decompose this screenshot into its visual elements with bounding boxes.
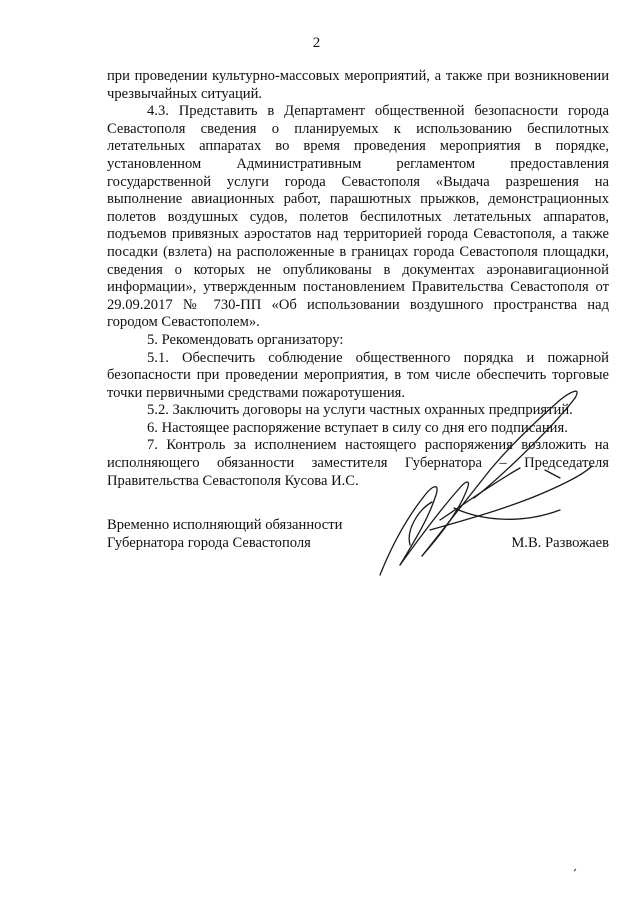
ink-dot bbox=[573, 868, 577, 872]
paragraph-6: 6. Настоящее распоряжение вступает в силу со дня его подписания. bbox=[147, 419, 568, 436]
paragraph-5-2: 5.2. Заключить договоры на услуги частных охранных предприятий. bbox=[147, 402, 573, 419]
paragraph-5-1: 5.1. Обеспечить соблюдение общественного порядка и пожарной безопасности при проведении мероприятия, в том числе обеспечить торговые точки первичными средствами пожаротушения. bbox=[107, 349, 609, 401]
paragraph-5: 5. Рекомендовать организатору: bbox=[147, 331, 344, 348]
paragraph-7: 7. Контроль за исполнением настоящего распоряжения возложить на исполняющего обязанности заместителя Губернатора – Председателя Правительства Севастополя Кусова И.С. bbox=[107, 437, 609, 489]
signatory-title-line1: Временно исполняющий обязанности bbox=[107, 517, 343, 533]
handwritten-signature bbox=[370, 370, 600, 600]
paragraph-4-3: 4.3. Представить в Департамент общественной безопасности города Севастополя сведения о планируемых к использованию беспилотных летательных аппаратах во время проведения мероприятия в порядке, установленном Административным регламентом предоставления государственной услуги города Севастополя «Выдача разрешения на выполнение авиационных работ, парашютных прыжков, демонстрационных полетов воздушных судов, полетов беспилотных летательных аппаратов, подъемов привязных аэростатов над территорией города Севастополя, а также посадки (взлета) на расположенные в границах города Севастополя площадки, сведения о которых не опубликованы в документах аэронавигационной информации», утвержденным постановлением Правительства Севастополя от 29.09.2017 № 730-ПП «Об использовании воздушного пространства над городом Севастополем». bbox=[107, 103, 609, 331]
page-number: 2 bbox=[312, 35, 321, 51]
signatory-name: М.В. Развожаев bbox=[511, 534, 609, 551]
paragraph-continuation: при проведении культурно-массовых мероприятий, а также при возникновении чрезвычайных ситуаций. bbox=[107, 68, 609, 102]
signatory-title-line2: Губернатора города Севастополя bbox=[107, 534, 311, 551]
